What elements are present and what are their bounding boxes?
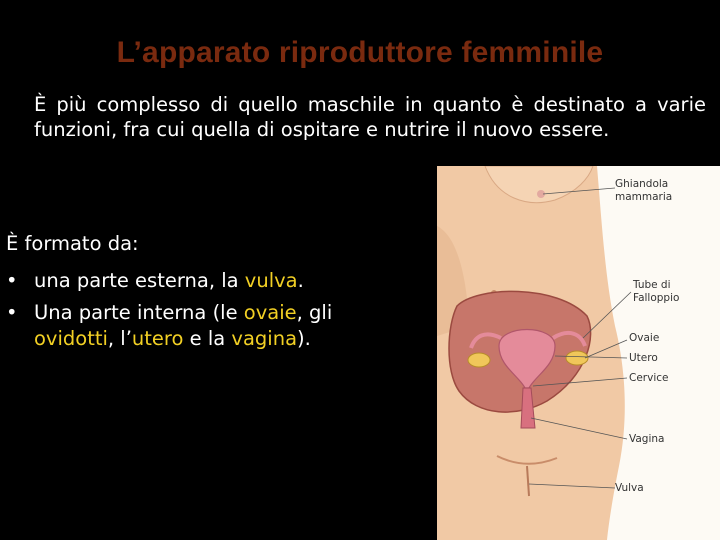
bullet-icon: • — [6, 301, 18, 324]
term-utero: utero — [131, 327, 184, 350]
label-tube-2: Falloppio — [633, 292, 680, 304]
bullet2-text-5: ). — [297, 327, 311, 350]
list-item-internal — [6, 300, 406, 352]
right-ovary-shape — [566, 351, 588, 365]
anatomy-svg — [437, 166, 720, 540]
formato-heading: È formato da: — [6, 232, 139, 255]
bullet2-text-2: , gli — [296, 301, 333, 324]
label-vagina: Vagina — [629, 433, 665, 445]
term-vulva: vulva — [244, 269, 298, 292]
component-list — [6, 268, 406, 358]
left-ovary-shape — [468, 353, 490, 367]
slide-title: L’apparato riproduttore femminile — [116, 36, 604, 69]
label-ovaie: Ovaie — [629, 332, 660, 344]
anatomy-illustration — [437, 166, 720, 540]
label-tube-1: Tube di — [633, 279, 671, 291]
list-item-external — [6, 268, 406, 294]
bullet1-end: . — [297, 269, 304, 292]
term-vagina: vagina — [231, 327, 298, 350]
label-utero: Utero — [629, 352, 658, 364]
bullet2-text-1: Una parte interna (le — [34, 301, 244, 324]
term-ovaie: ovaie — [243, 301, 297, 324]
bullet2-text-4: e la — [183, 327, 232, 350]
label-ghiandola-1: Ghiandola — [615, 178, 669, 190]
label-vulva: Vulva — [615, 482, 644, 494]
label-ghiandola-2: mammaria — [615, 191, 673, 203]
bullet-icon: • — [6, 269, 18, 292]
bullet1-text: una parte esterna, la — [34, 269, 245, 292]
bullet2-text-3: , l’ — [107, 327, 132, 350]
intro-paragraph: È più complesso di quello maschile in quanto è destinato a varie funzioni, fra cui quella di ospitare e nutrire il nuovo essere. — [34, 93, 706, 141]
term-ovidotti: ovidotti — [34, 327, 108, 350]
label-cervice: Cervice — [629, 372, 669, 384]
